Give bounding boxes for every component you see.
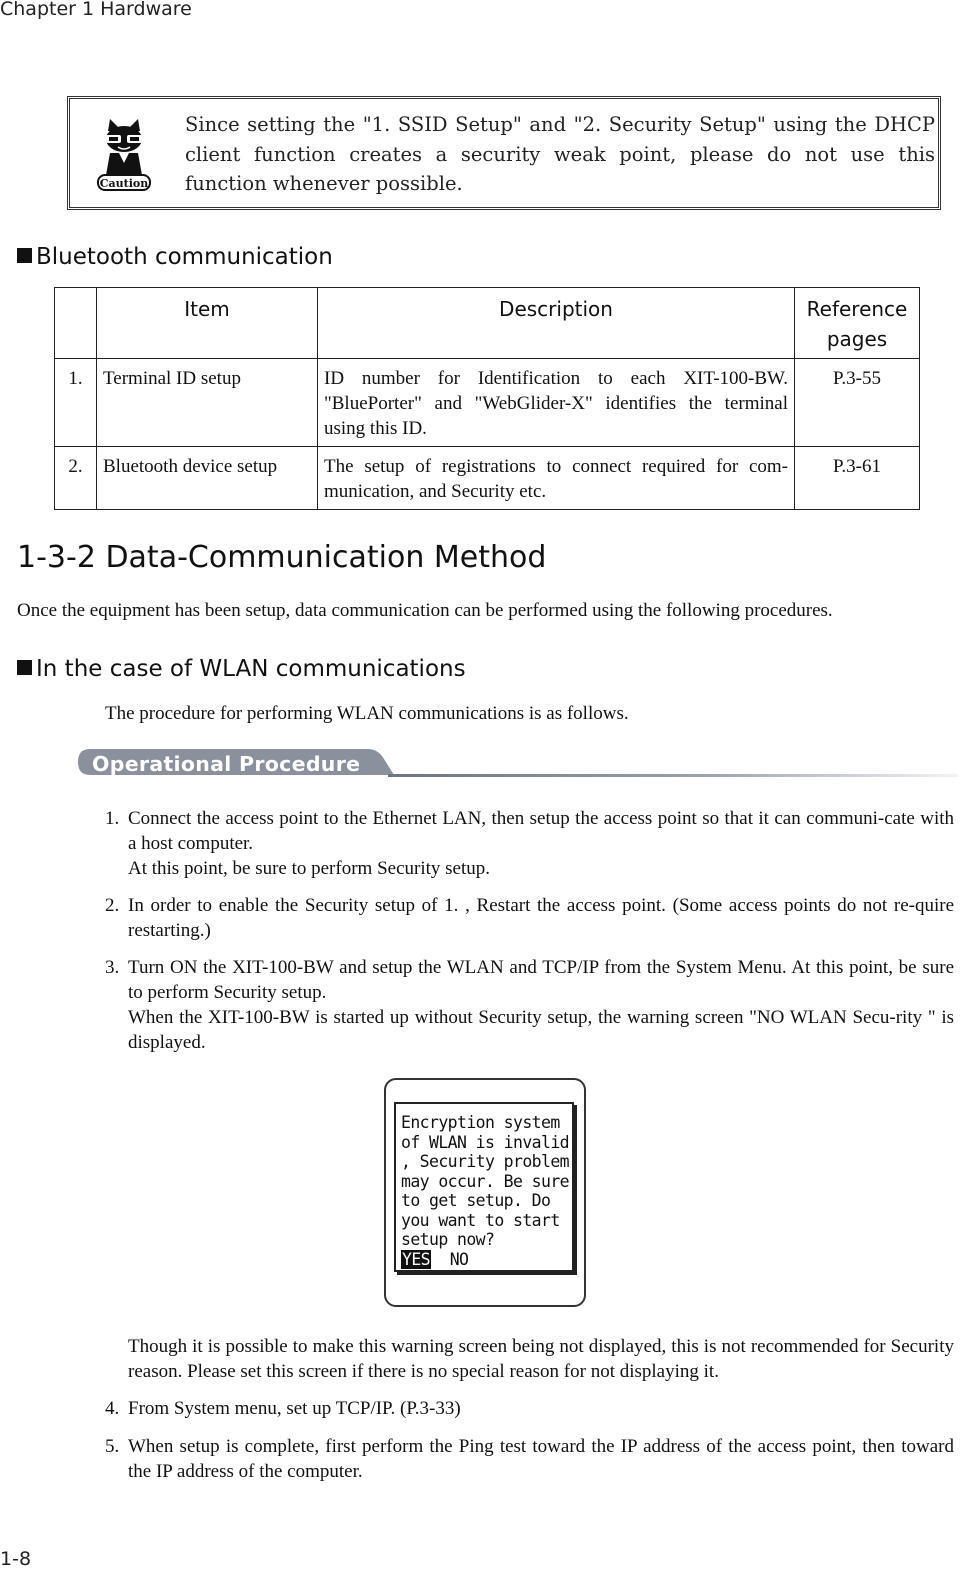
step-text: Connect the access point to the Ethernet LAN, then setup the access point so that it can communi-cate with a host computer. [128, 808, 954, 854]
table-header-item: Item [97, 288, 318, 359]
row-number: 1. [55, 359, 97, 447]
caution-cat-icon [96, 117, 152, 193]
step-number: 4. [105, 1398, 120, 1419]
procedure-note [105, 1334, 954, 1384]
screen-line: you want to start [401, 1210, 560, 1230]
bluetooth-heading: Bluetooth communication [17, 244, 333, 270]
yes-option[interactable]: YES [402, 1249, 431, 1269]
device-illustration [384, 1078, 586, 1307]
no-option[interactable]: NO [449, 1249, 469, 1269]
wlan-intro: The procedure for performing WLAN communications is as follows. [105, 703, 629, 724]
procedure-step [105, 1434, 954, 1484]
chapter-header: Chapter 1 Hardware [0, 0, 192, 20]
procedure-step [105, 806, 954, 881]
screen-line: Encryption system [401, 1113, 560, 1132]
screen-line: , Security problem [401, 1152, 570, 1171]
screen-line: to get setup. Do [401, 1191, 551, 1210]
square-bullet-icon [17, 248, 32, 263]
step-extra: At this point, be sure to perform Security setup. [128, 858, 490, 879]
page-number: 1-8 [0, 1548, 32, 1570]
note-text: Though it is possible to make this warning screen being not displayed, this is not recommended for Security reason. Please set this screen if there is no special reason for not displaying it. [128, 1336, 954, 1382]
screen-line: setup now? [401, 1230, 495, 1249]
step-text: In order to enable the Security setup of 1. , Restart the access point. (Some access points do not re-quire restarting.) [128, 895, 954, 941]
screen-options [401, 1250, 468, 1270]
row-item: Bluetooth device setup [97, 447, 318, 510]
svg-text:Caution: Caution [99, 177, 149, 190]
screen-line: may occur. Be sure [401, 1171, 570, 1191]
step-text: Turn ON the XIT-100-BW and setup the WLAN and TCP/IP from the System Menu. At this point, be sure to perform Security setup. [128, 957, 954, 1003]
row-reference: P.3-55 [795, 359, 920, 447]
row-reference: P.3-61 [795, 447, 920, 510]
table-header-row [55, 288, 920, 359]
step-extra: When the XIT-100-BW is started up without Security setup, the warning screen "NO WLAN Secu-rity " is displayed. [128, 1007, 954, 1053]
row-number: 2. [55, 447, 97, 510]
step-text: When setup is complete, first perform the Ping test toward the IP address of the access point, then toward the IP address of the computer. [128, 1436, 954, 1482]
step-number: 2. [105, 895, 120, 916]
section-title: 1-3-2 Data-Communication Method [17, 540, 547, 575]
step-number: 5. [105, 1436, 120, 1457]
row-description: The setup of registrations to connect required for com-munication, and Security etc. [318, 447, 795, 510]
square-bullet-icon [17, 660, 32, 675]
row-item: Terminal ID setup [97, 359, 318, 447]
table-header-description: Description [318, 288, 795, 359]
procedure-step [105, 893, 954, 943]
table-header-num [55, 288, 97, 359]
table-header-reference: Reference pages [795, 288, 920, 359]
step-number: 3. [105, 957, 120, 978]
table-row [55, 447, 920, 510]
caution-box [67, 96, 941, 210]
bluetooth-table [54, 287, 920, 510]
procedure-step [105, 955, 954, 1055]
wlan-heading: In the case of WLAN communications [17, 656, 466, 682]
caution-text: Since setting the "1. SSID Setup" and "2. Security Setup" using the DHCP client function creates a security weak point, please do not use this function whenever possible. [185, 113, 935, 195]
table-row [55, 359, 920, 447]
step-text: From System menu, set up TCP/IP. (P.3-33) [128, 1398, 461, 1419]
procedure-step [105, 1396, 954, 1421]
screen-line: of WLAN is invalid [401, 1132, 570, 1152]
procedure-label: Operational Procedure [92, 752, 361, 776]
warning-screen [394, 1102, 574, 1272]
step-number: 1. [105, 808, 120, 829]
section-intro: Once the equipment has been setup, data communication can be performed using the following procedures. [17, 600, 833, 621]
row-description: ID number for Identification to each XIT-100-BW. "BluePorter" and "WebGlider-X" identifies the terminal using this ID. [318, 359, 795, 447]
